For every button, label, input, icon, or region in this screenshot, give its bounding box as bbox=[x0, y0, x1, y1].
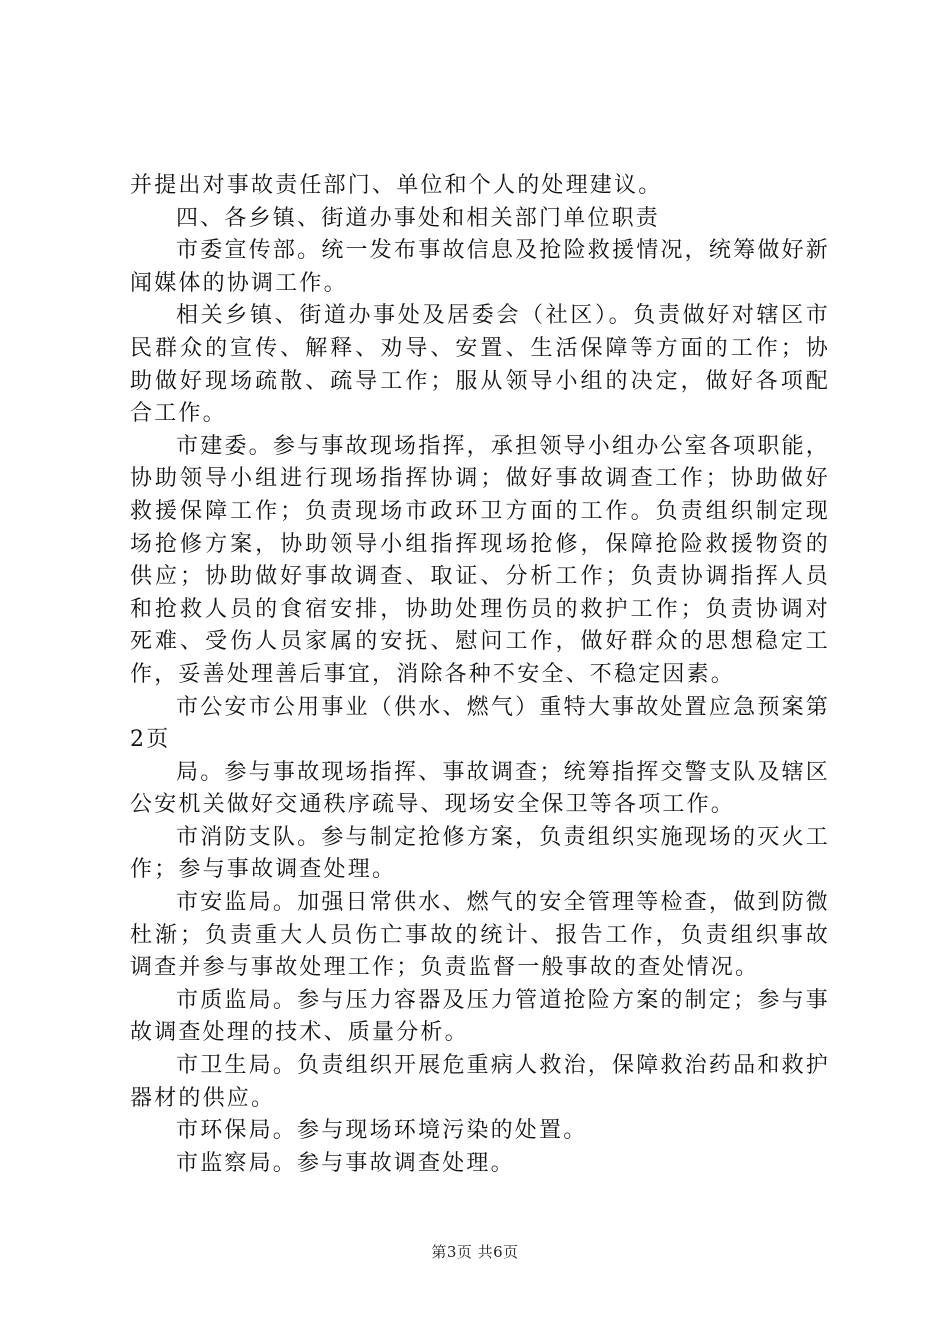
page-number-footer: 第3页 共6页 bbox=[431, 1243, 519, 1261]
paragraph-towns-streets: 相关乡镇、街道办事处及居委会（社区）。负责做好对辖区市民群众的宣传、解释、劝导、安置、生活保障等方面的工作；协助做好现场疏散、疏导工作；服从领导小组的决定，做好各项配合工作。 bbox=[130, 303, 830, 427]
paragraph-environment-bureau: 市环保局。参与现场环境污染的处置。 bbox=[176, 1118, 588, 1144]
section-heading: 四、各乡镇、街道办事处和相关部门单位职责 bbox=[176, 205, 661, 231]
paragraph-construction-committee: 市建委。参与事故现场指挥，承担领导小组办公室各项职能，协助领导小组进行现场指挥协调；做好事故调查工作；协助做好救援保障工作；负责现场市政环卫方面的工作。负责组织制定现场抢修方案，协助领导小组指挥现场抢修，保障抢险救援物资的供应；协助做好事故调查、取证、分析工作；负责协调指挥人员和抢救人员的食宿安排，协助处理伤员的救护工作；负责协调对死难、受伤人员家属的安抚、慰问工作，做好群众的思想稳定工作，妥善处理善后事宜，消除各种不安全、不稳定因素。 bbox=[130, 433, 830, 687]
paragraph-safety-supervision: 市安监局。加强日常供水、燃气的安全管理等检查，做到防微杜渐；负责重大人员伤亡事故的统计、报告工作，负责组织事故调查并参与事故处理工作；负责监督一般事故的查处情况。 bbox=[130, 890, 830, 981]
paragraph-continuation: 并提出对事故责任部门、单位和个人的处理建议。 bbox=[130, 173, 663, 198]
document-body bbox=[130, 170, 830, 1180]
paragraph-supervision-bureau: 市监察局。参与事故调查处理。 bbox=[176, 1150, 515, 1176]
paragraph-propaganda-dept: 市委宣传部。统一发布事故信息及抢险救援情况，统筹做好新闻媒体的协调工作。 bbox=[130, 238, 830, 296]
paragraph-fire-brigade: 市消防支队。参与制定抢修方案，负责组织实施现场的灭火工作；参与事故调查处理。 bbox=[130, 824, 830, 883]
paragraph-public-security: 局。参与事故现场指挥、事故调查；统筹指挥交警支队及辖区公安机关做好交通秩序疏导、现场安全保卫等各项工作。 bbox=[130, 759, 830, 818]
paragraph-health-bureau: 市卫生局。负责组织开展危重病人救治，保障救治药品和救护器材的供应。 bbox=[130, 1053, 830, 1111]
paragraph-quality-supervision: 市质监局。参与压力容器及压力管道抢险方案的制定；参与事故调查处理的技术、质量分析。 bbox=[130, 987, 830, 1046]
paragraph-public-security-header: 市公安市公用事业（供水、燃气）重特大事故处置应急预案第2页 bbox=[130, 694, 830, 753]
